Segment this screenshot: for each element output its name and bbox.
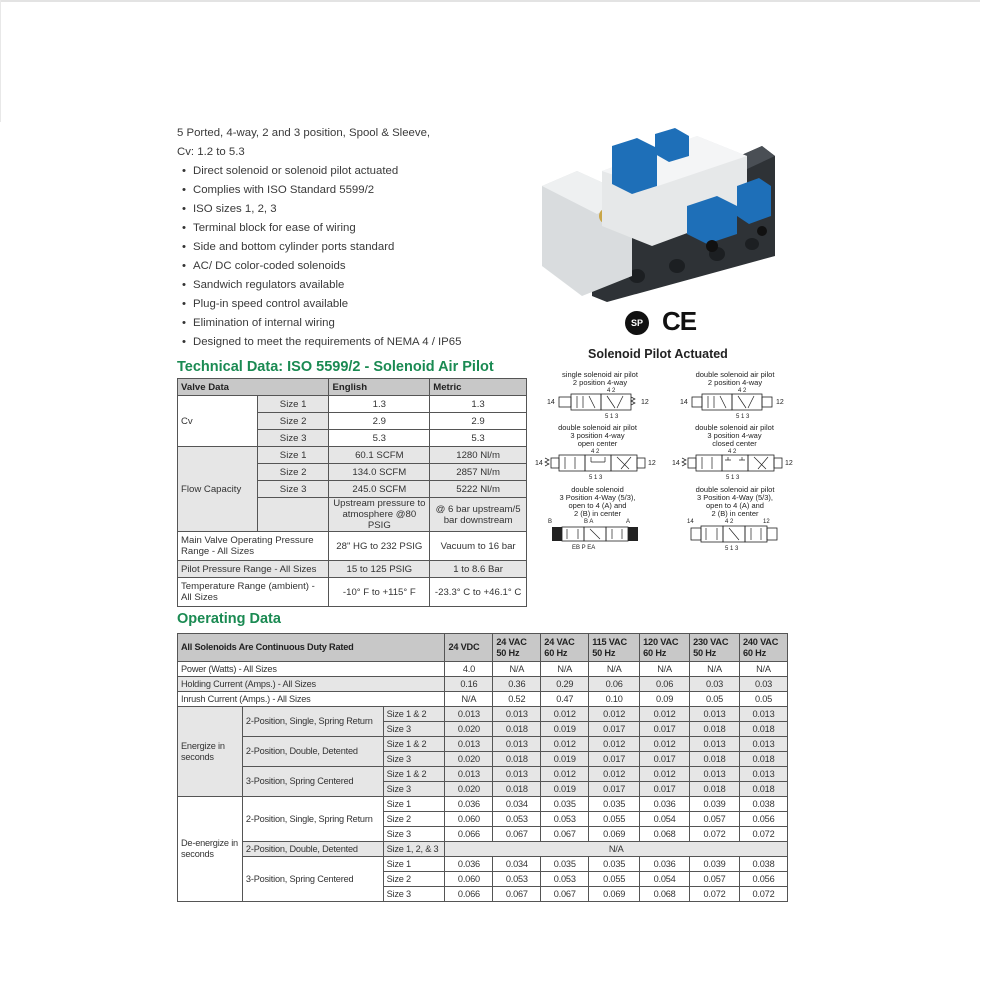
- row-label: Power (Watts) - All Sizes: [178, 662, 445, 677]
- value-cell: 5.3: [430, 430, 527, 447]
- table-header-row: [178, 634, 788, 662]
- value-cell: 0.019: [541, 782, 589, 797]
- svg-text:14: 14: [672, 460, 680, 467]
- value-cell: 0.053: [493, 872, 541, 887]
- feature-item: • Plug-in speed control available: [177, 295, 517, 314]
- intro-line-1: 5 Ported, 4-way, 2 and 3 position, Spool & Sleeve,: [177, 127, 431, 139]
- value-cell: 0.012: [589, 767, 640, 782]
- symbols-heading: Solenoid Pilot Actuated: [588, 347, 728, 361]
- value-cell: 0.012: [541, 767, 589, 782]
- value-cell: 0.06: [640, 677, 690, 692]
- value-cell: 0.012: [640, 737, 690, 752]
- symbol-caption: double solenoid air pilot: [558, 423, 637, 432]
- value-cell: 2.9: [430, 413, 527, 430]
- value-cell: 0.060: [445, 872, 493, 887]
- value-cell: N/A: [690, 662, 740, 677]
- value-cell: 0.52: [493, 692, 541, 707]
- value-cell: 0.068: [640, 827, 690, 842]
- value-cell: 0.018: [690, 752, 740, 767]
- svg-text:4 2: 4 2: [725, 519, 734, 525]
- feature-item: • Direct solenoid or solenoid pilot actuated: [177, 162, 517, 181]
- symbol-caption: 2 position 4-way: [572, 378, 628, 387]
- value-cell: 0.012: [589, 737, 640, 752]
- symbol-caption: open to 4 (A) and: [568, 501, 627, 510]
- row-label: De-energize in seconds: [178, 797, 243, 902]
- valve-symbol-icon: [535, 448, 660, 482]
- size-cell: Size 1: [383, 857, 445, 872]
- value-cell: 4.0: [445, 662, 493, 677]
- svg-text:14: 14: [680, 399, 688, 406]
- value-cell: 0.013: [690, 767, 740, 782]
- left-rule: [0, 0, 1, 122]
- column-header: All Solenoids Are Continuous Duty Rated: [178, 634, 445, 662]
- valve-symbol-icon: [672, 448, 797, 482]
- value-cell: 0.039: [690, 797, 740, 812]
- svg-text:B: B: [548, 519, 553, 525]
- value-cell: 15 to 125 PSIG: [329, 561, 430, 578]
- feature-item: • Sandwich regulators available: [177, 276, 517, 295]
- value-cell: 0.039: [690, 857, 740, 872]
- tech-data-heading: Technical Data: ISO 5599/2 - Solenoid Air Pilot: [177, 359, 494, 375]
- value-cell: 0.034: [493, 797, 541, 812]
- valve-symbol-icon: [675, 518, 795, 552]
- value-cell: 0.019: [541, 752, 589, 767]
- value-cell: -10° F to +115° F: [329, 578, 430, 607]
- value-cell: 0.020: [445, 782, 493, 797]
- size-cell: Size 1 & 2: [383, 767, 445, 782]
- row-label: Main Valve Operating Pressure Range - All Sizes: [178, 532, 329, 561]
- value-cell: 0.03: [690, 677, 740, 692]
- symbol-caption: 3 Position 4-Way (5/3),: [697, 493, 773, 502]
- symbol-caption: double solenoid air pilot: [695, 423, 774, 432]
- value-cell: 0.066: [445, 887, 493, 902]
- value-cell: 0.018: [739, 782, 787, 797]
- value-cell: 0.013: [493, 707, 541, 722]
- row-label: Cv: [178, 396, 258, 447]
- column-header: 24 VAC 60 Hz: [541, 634, 589, 662]
- value-cell: 0.034: [493, 857, 541, 872]
- value-cell: 5.3: [329, 430, 430, 447]
- symbol-caption: 3 position 4-way: [707, 431, 762, 440]
- value-cell: 0.036: [445, 857, 493, 872]
- value-cell: 0.069: [589, 887, 640, 902]
- size-cell: Size 1 & 2: [383, 707, 445, 722]
- svg-text:5 1 3: 5 1 3: [605, 414, 619, 420]
- value-cell: Upstream pressure to atmosphere @80 PSIG: [329, 498, 430, 532]
- size-cell: Size 2: [383, 872, 445, 887]
- value-cell: 0.013: [739, 737, 787, 752]
- value-cell: 0.054: [640, 812, 690, 827]
- svg-text:4 2: 4 2: [728, 449, 737, 455]
- value-cell: 0.017: [640, 752, 690, 767]
- value-cell: N/A: [589, 662, 640, 677]
- feature-item: • Side and bottom cylinder ports standard: [177, 238, 517, 257]
- symbol-caption: 2 (B) in center: [573, 509, 622, 518]
- size-cell: Size 3: [257, 430, 329, 447]
- size-cell: Size 3: [383, 827, 445, 842]
- value-cell: 1 to 8.6 Bar: [430, 561, 527, 578]
- feature-list: [177, 162, 517, 352]
- value-cell: 0.035: [589, 797, 640, 812]
- value-cell: 1280 Nl/m: [430, 447, 527, 464]
- size-cell: Size 3: [257, 481, 329, 498]
- value-cell: N/A: [640, 662, 690, 677]
- value-cell: 0.053: [541, 812, 589, 827]
- svg-text:12: 12: [763, 519, 770, 525]
- value-cell: 0.09: [640, 692, 690, 707]
- size-cell: Size 2: [383, 812, 445, 827]
- symbol-caption: 3 position 4-way: [570, 431, 625, 440]
- value-cell: 0.055: [589, 812, 640, 827]
- row-label: Flow Capacity: [178, 447, 258, 532]
- top-rule: [0, 0, 980, 2]
- column-header: 24 VAC 50 Hz: [493, 634, 541, 662]
- value-cell: 0.018: [493, 782, 541, 797]
- table-row: [178, 662, 788, 677]
- size-cell: Size 3: [383, 782, 445, 797]
- value-cell: N/A: [445, 842, 788, 857]
- svg-text:12: 12: [648, 460, 656, 467]
- type-label: 2-Position, Double, Detented: [242, 737, 383, 767]
- value-cell: 0.069: [589, 827, 640, 842]
- symbol-caption: double solenoid: [571, 485, 624, 494]
- value-cell: 0.020: [445, 752, 493, 767]
- symbol-caption: closed center: [712, 439, 757, 448]
- svg-text:B A: B A: [584, 519, 594, 525]
- intro-line-2: Cv: 1.2 to 5.3: [177, 146, 245, 158]
- value-cell: 0.056: [739, 872, 787, 887]
- value-cell: 0.05: [690, 692, 740, 707]
- symbol-double-air-5-3: [675, 486, 795, 552]
- value-cell: 0.017: [640, 722, 690, 737]
- value-cell: 0.012: [640, 767, 690, 782]
- table-row: [178, 737, 788, 752]
- value-cell: 0.017: [589, 722, 640, 737]
- row-label: Holding Current (Amps.) - All Sizes: [178, 677, 445, 692]
- value-cell: 0.067: [541, 887, 589, 902]
- feature-item: • Designed to meet the requirements of NEMA 4 / IP65: [177, 333, 517, 352]
- symbol-caption: double solenoid air pilot: [695, 485, 775, 494]
- value-cell: 0.020: [445, 722, 493, 737]
- valve-manifold-image: [537, 126, 777, 302]
- value-cell: 0.013: [445, 737, 493, 752]
- table-row: [178, 677, 788, 692]
- ce-mark-icon: CE: [662, 306, 697, 336]
- symbol-double-5-3: [540, 486, 655, 552]
- symbol-caption: open center: [577, 439, 618, 448]
- value-cell: 0.05: [739, 692, 787, 707]
- value-cell: 0.036: [640, 857, 690, 872]
- value-cell: 0.072: [690, 827, 740, 842]
- value-cell: 0.012: [541, 737, 589, 752]
- value-cell: 0.035: [589, 857, 640, 872]
- svg-text:14: 14: [535, 460, 543, 467]
- value-cell: 0.072: [739, 827, 787, 842]
- value-cell: 0.072: [739, 887, 787, 902]
- value-cell: 0.067: [493, 887, 541, 902]
- size-cell: Size 1: [383, 797, 445, 812]
- table-row: [178, 532, 527, 561]
- table-row: [178, 578, 527, 607]
- value-cell: 0.055: [589, 872, 640, 887]
- value-cell: N/A: [445, 692, 493, 707]
- value-cell: 0.038: [739, 797, 787, 812]
- valve-symbol-icon: [680, 387, 790, 421]
- value-cell: @ 6 bar upstream/5 bar downstream: [430, 498, 527, 532]
- value-cell: 0.018: [493, 722, 541, 737]
- value-cell: 0.036: [445, 797, 493, 812]
- svg-text:5 1 3: 5 1 3: [725, 546, 739, 552]
- svg-text:4 2: 4 2: [591, 449, 600, 455]
- symbol-caption: single solenoid air pilot: [562, 370, 638, 379]
- svg-text:14: 14: [687, 519, 694, 525]
- value-cell: 1.3: [329, 396, 430, 413]
- size-cell: Size 3: [383, 722, 445, 737]
- value-cell: 134.0 SCFM: [329, 464, 430, 481]
- value-cell: -23.3° C to +46.1° C: [430, 578, 527, 607]
- value-cell: 0.012: [541, 707, 589, 722]
- svg-text:EB P EA: EB P EA: [572, 545, 596, 551]
- valve-symbol-icon: [540, 518, 655, 552]
- value-cell: 0.067: [541, 827, 589, 842]
- size-cell: Size 3: [383, 752, 445, 767]
- svg-text:4 2: 4 2: [738, 388, 747, 394]
- svg-text:12: 12: [785, 460, 793, 467]
- table-row: [178, 857, 788, 872]
- value-cell: 0.068: [640, 887, 690, 902]
- column-header: 115 VAC 50 Hz: [589, 634, 640, 662]
- value-cell: 0.018: [493, 752, 541, 767]
- value-cell: 0.066: [445, 827, 493, 842]
- value-cell: 245.0 SCFM: [329, 481, 430, 498]
- value-cell: 0.013: [739, 707, 787, 722]
- value-cell: Vacuum to 16 bar: [430, 532, 527, 561]
- table-row: [178, 561, 527, 578]
- value-cell: 2.9: [329, 413, 430, 430]
- value-cell: 0.067: [493, 827, 541, 842]
- value-cell: 0.013: [445, 767, 493, 782]
- type-label: 2-Position, Double, Detented: [242, 842, 383, 857]
- table-row: [178, 396, 527, 413]
- size-cell: Size 2: [257, 464, 329, 481]
- size-cell: Size 1 & 2: [383, 737, 445, 752]
- value-cell: 0.035: [541, 857, 589, 872]
- value-cell: 0.019: [541, 722, 589, 737]
- value-cell: N/A: [541, 662, 589, 677]
- size-cell: Size 3: [383, 887, 445, 902]
- operating-data-heading: Operating Data: [177, 611, 281, 627]
- value-cell: 0.017: [589, 782, 640, 797]
- type-label: 2-Position, Single, Spring Return: [242, 707, 383, 737]
- value-cell: 0.054: [640, 872, 690, 887]
- feature-item: • Complies with ISO Standard 5599/2: [177, 181, 517, 200]
- value-cell: 2857 Nl/m: [430, 464, 527, 481]
- value-cell: 60.1 SCFM: [329, 447, 430, 464]
- value-cell: 0.013: [690, 737, 740, 752]
- column-header: 24 VDC: [445, 634, 493, 662]
- size-cell: Size 1, 2, & 3: [383, 842, 445, 857]
- type-label: 3-Position, Spring Centered: [242, 857, 383, 902]
- value-cell: 0.013: [739, 767, 787, 782]
- symbol-caption: 3 Position 4-Way (5/3),: [559, 493, 636, 502]
- symbol-caption: 2 position 4-way: [707, 378, 763, 387]
- value-cell: 0.035: [541, 797, 589, 812]
- value-cell: 0.03: [739, 677, 787, 692]
- table-row: [178, 692, 788, 707]
- column-header: English: [329, 379, 430, 396]
- symbol-caption: 2 (B) in center: [711, 509, 759, 518]
- value-cell: 5222 Nl/m: [430, 481, 527, 498]
- value-cell: N/A: [739, 662, 787, 677]
- value-cell: 0.057: [690, 812, 740, 827]
- value-cell: 0.017: [640, 782, 690, 797]
- table-row: [178, 707, 788, 722]
- value-cell: 0.057: [690, 872, 740, 887]
- column-header: Metric: [430, 379, 527, 396]
- technical-data-table: [177, 378, 527, 607]
- table-row: [178, 797, 788, 812]
- svg-text:14: 14: [547, 399, 555, 406]
- value-cell: 0.060: [445, 812, 493, 827]
- row-label: Energize in seconds: [178, 707, 243, 797]
- value-cell: 0.053: [493, 812, 541, 827]
- value-cell: N/A: [493, 662, 541, 677]
- table-row: [178, 767, 788, 782]
- feature-item: • AC/ DC color-coded solenoids: [177, 257, 517, 276]
- value-cell: 0.053: [541, 872, 589, 887]
- type-label: 2-Position, Single, Spring Return: [242, 797, 383, 842]
- type-label: 3-Position, Spring Centered: [242, 767, 383, 797]
- table-row: [178, 842, 788, 857]
- value-cell: 0.06: [589, 677, 640, 692]
- svg-text:5 1 3: 5 1 3: [589, 475, 603, 481]
- value-cell: 0.16: [445, 677, 493, 692]
- certification-marks: [625, 306, 705, 340]
- value-cell: 0.018: [690, 722, 740, 737]
- symbol-single-2pos: [545, 371, 655, 421]
- value-cell: 0.013: [493, 767, 541, 782]
- symbol-caption: open to 4 (A) and: [706, 501, 764, 510]
- svg-text:5 1 3: 5 1 3: [736, 414, 750, 420]
- svg-text:4 2: 4 2: [607, 388, 616, 394]
- column-header: 230 VAC 50 Hz: [690, 634, 740, 662]
- table-row: [178, 447, 527, 464]
- value-cell: 1.3: [430, 396, 527, 413]
- value-cell: 0.056: [739, 812, 787, 827]
- value-cell: 0.018: [690, 782, 740, 797]
- value-cell: 0.013: [690, 707, 740, 722]
- column-header: Valve Data: [178, 379, 329, 396]
- svg-text:A: A: [626, 519, 631, 525]
- value-cell: 0.012: [589, 707, 640, 722]
- value-cell: 0.018: [739, 752, 787, 767]
- symbol-caption: double solenoid air pilot: [695, 370, 775, 379]
- value-cell: 0.036: [640, 797, 690, 812]
- size-cell: Size 2: [257, 413, 329, 430]
- feature-item: • Terminal block for ease of wiring: [177, 219, 517, 238]
- svg-text:5 1 3: 5 1 3: [726, 475, 740, 481]
- csa-mark-icon: SP: [625, 311, 649, 335]
- feature-item: • Elimination of internal wiring: [177, 314, 517, 333]
- size-cell: Size 1: [257, 396, 329, 413]
- symbol-double-3pos-open: [535, 424, 660, 482]
- value-cell: 0.10: [589, 692, 640, 707]
- symbol-double-2pos: [680, 371, 790, 421]
- value-cell: 0.013: [445, 707, 493, 722]
- intro-text: [177, 124, 517, 352]
- value-cell: 0.012: [640, 707, 690, 722]
- row-label: Pilot Pressure Range - All Sizes: [178, 561, 329, 578]
- row-label: Temperature Range (ambient) - All Sizes: [178, 578, 329, 607]
- value-cell: 0.038: [739, 857, 787, 872]
- size-cell: Size 1: [257, 447, 329, 464]
- operating-data-table: [177, 633, 788, 902]
- feature-item: • ISO sizes 1, 2, 3: [177, 200, 517, 219]
- row-label: Inrush Current (Amps.) - All Sizes: [178, 692, 445, 707]
- table-header-row: [178, 379, 527, 396]
- value-cell: 0.018: [739, 722, 787, 737]
- svg-text:12: 12: [641, 399, 649, 406]
- value-cell: 28" HG to 232 PSIG: [329, 532, 430, 561]
- value-cell: 0.47: [541, 692, 589, 707]
- value-cell: 0.36: [493, 677, 541, 692]
- symbol-double-3pos-closed: [672, 424, 797, 482]
- value-cell: 0.013: [493, 737, 541, 752]
- column-header: 240 VAC 60 Hz: [739, 634, 787, 662]
- value-cell: 0.29: [541, 677, 589, 692]
- empty-cell: [257, 498, 329, 532]
- value-cell: 0.072: [690, 887, 740, 902]
- value-cell: 0.017: [589, 752, 640, 767]
- valve-symbol-icon: [545, 387, 655, 421]
- column-header: 120 VAC 60 Hz: [640, 634, 690, 662]
- svg-text:12: 12: [776, 399, 784, 406]
